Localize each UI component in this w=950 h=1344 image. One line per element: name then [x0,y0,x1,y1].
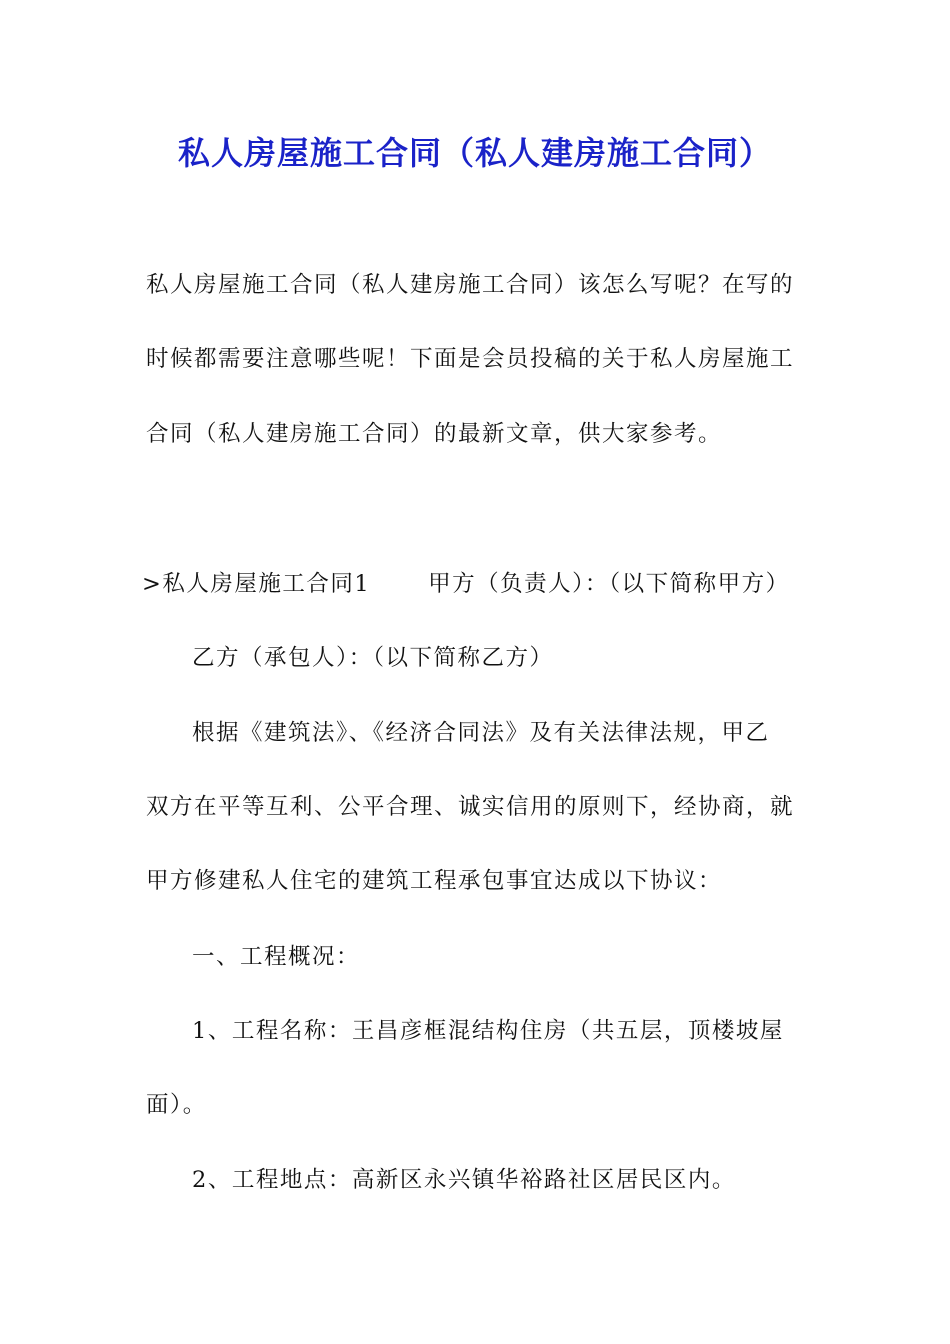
item2-line: 2、工程地点：高新区永兴镇华裕路社区居民区内。 [192,1167,736,1193]
overview-heading: 一、工程概况： [192,944,361,970]
document-title: 私人房屋施工合同（私人建房施工合同） [177,134,772,172]
intro-line-2: 时候都需要注意哪些呢！下面是会员投稿的关于私人房屋施工 [146,346,795,372]
party-a: 甲方（负责人）：（以下简称甲方） [428,571,790,597]
basis-line-3: 甲方修建私人住宅的建筑工程承包事宜达成以下协议： [146,868,723,894]
section-heading: >私人房屋施工合同1 [142,571,371,597]
item1-line-2: 面）。 [146,1092,207,1118]
intro-line-1: 私人房屋施工合同（私人建房施工合同）该怎么写呢？在写的 [146,272,795,298]
intro-line-3: 合同（私人建房施工合同）的最新文章，供大家参考。 [146,421,723,447]
basis-line-1: 根据《建筑法》、《经济合同法》及有关法律法规，甲乙 [192,720,770,746]
basis-line-2: 双方在平等互利、公平合理、诚实信用的原则下，经协商，就 [146,794,795,820]
section-heading-line [142,566,804,602]
party-b: 乙方（承包人）：（以下简称乙方） [192,645,554,671]
item1-line-1: 1、工程名称：王昌彦框混结构住房（共五层，顶楼坡屋 [192,1018,784,1044]
